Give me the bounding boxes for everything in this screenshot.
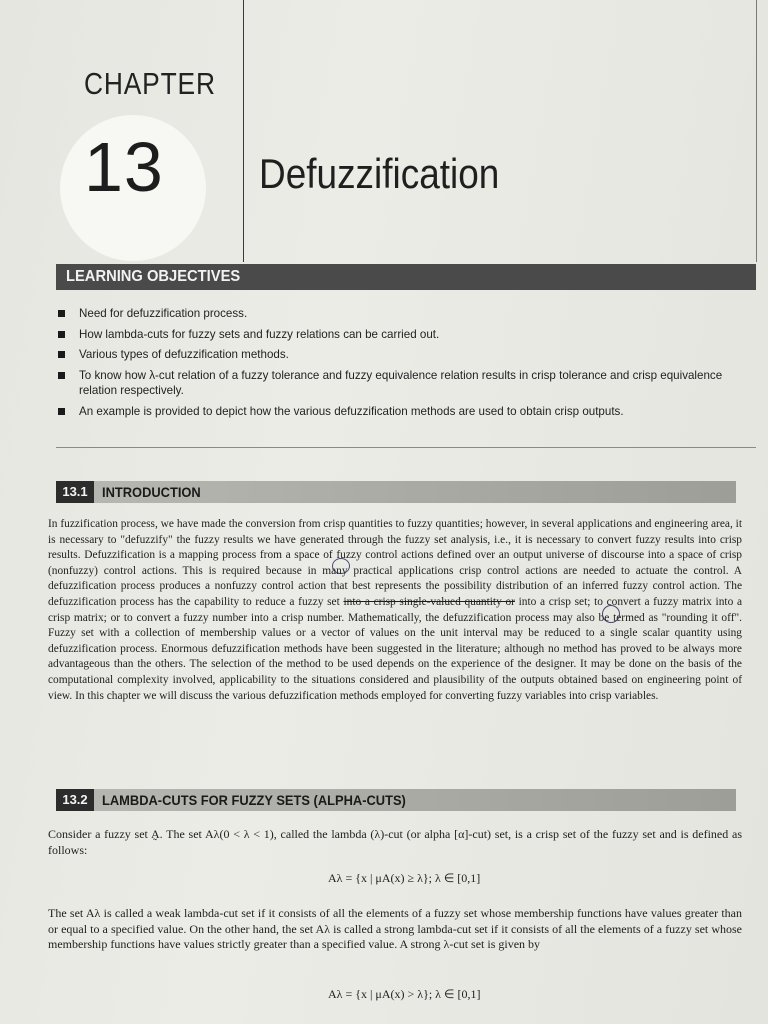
introduction-paragraph: In fuzzification process, we have made the conversion from crisp quantities to fuzzy quantities; however, in several applications and engineering area, it is necessary to "defuzzify" the fuzzy results we have generated through the fuzzy set analysis, i.e., it is necessary to convert fuzzy results into crisp results. Defuzzification is a mapping process from a space of fuzzy control actions defined over an output universe of discourse into a space of crisp (nonfuzzy) control actions. This is required because in many practical applications crisp control actions are needed to actuate the control. A defuzzification process produces a nonfuzzy control action that best represents the possibility distribution of an inferred fuzzy control action. The defuzzification process has the capability to reduce a fuzzy set into a crisp single-valued quantity or into a crisp set; to convert a fuzzy matrix into a crisp matrix; or to convert a fuzzy number into a crisp number. Mathematically, the defuzzification process may also be termed as "rounding it off". Fuzzy set with a collection of membership values or a vector of values on the unit interval may be reduced to a single scalar quantity using defuzzification process. Enormous defuzzification methods have been suggested in the literature; although no method has proved to be always more advantageous than the others. The selection of the method to be used depends on the experience of the designer. It may be done on the basis of the computational complexity involved, applicability to the situations considered and plausibility of the outputs obtained based on engineering point of view. In this chapter we will discuss the various defuzzification methods employed for converting fuzzy variables into crisp variables. xyxy=(48,518,743,702)
learning-objectives-list xyxy=(58,306,748,424)
square-bullet-icon xyxy=(58,408,65,415)
chapter-title: Defuzzification xyxy=(259,150,500,197)
section-title: INTRODUCTION xyxy=(102,484,201,500)
section-number: 13.1 xyxy=(56,481,94,503)
header-divider xyxy=(243,0,244,262)
objectives-divider xyxy=(56,447,756,448)
chapter-number: 13 xyxy=(84,128,164,206)
struck-text: into a crisp single-valued quantity or xyxy=(343,595,515,608)
header-right-divider xyxy=(756,0,757,262)
square-bullet-icon xyxy=(58,372,65,379)
lambda-cut-definition-paragraph: The set Aλ is called a weak lambda-cut set if it consists of all the elements of a fuzzy set whose membership functions have values greater than or equal to a specified value. On the other hand, the set Aλ is called a strong lambda-cut set if it consists of all the elements of a fuzzy set whose membership functions have values strictly greater than a specified value. A strong λ-cut set is given by xyxy=(48,906,742,951)
section-13-1-header xyxy=(56,481,736,503)
objective-item: How lambda-cuts for fuzzy sets and fuzzy relations can be carried out. xyxy=(58,327,748,343)
section-13-2-header xyxy=(56,789,736,811)
objective-item: An example is provided to depict how the various defuzzification methods are used to obtain crisp outputs. xyxy=(58,404,748,420)
section-title: LAMBDA-CUTS FOR FUZZY SETS (ALPHA-CUTS) xyxy=(102,792,406,808)
objective-item: Need for defuzzification process. xyxy=(58,306,748,322)
square-bullet-icon xyxy=(58,351,65,358)
square-bullet-icon xyxy=(58,331,65,338)
pen-annotation-mark xyxy=(602,605,620,623)
square-bullet-icon xyxy=(58,310,65,317)
chapter-label: CHAPTER xyxy=(84,66,216,101)
lambda-cut-intro-paragraph: Consider a fuzzy set A̰. The set Aλ(0 < λ < 1), called the lambda (λ)-cut (or alpha [α]-cut) set, is a crisp set of the fuzzy set and is defined as follows: xyxy=(48,827,742,857)
section-number: 13.2 xyxy=(56,789,94,811)
weak-lambda-cut-equation: Aλ = {x | μA(x) ≥ λ}; λ ∈ [0,1] xyxy=(328,871,481,885)
learning-objectives-heading: LEARNING OBJECTIVES xyxy=(66,268,241,285)
objective-item: Various types of defuzzification methods. xyxy=(58,347,748,363)
objective-item: To know how λ-cut relation of a fuzzy tolerance and fuzzy equivalence relation results in crisp tolerance and crisp equivalence relation respectively. xyxy=(58,368,748,399)
pen-annotation-mark xyxy=(332,558,350,574)
strong-lambda-cut-equation: Aλ = {x | μA(x) > λ}; λ ∈ [0,1] xyxy=(328,987,481,1001)
